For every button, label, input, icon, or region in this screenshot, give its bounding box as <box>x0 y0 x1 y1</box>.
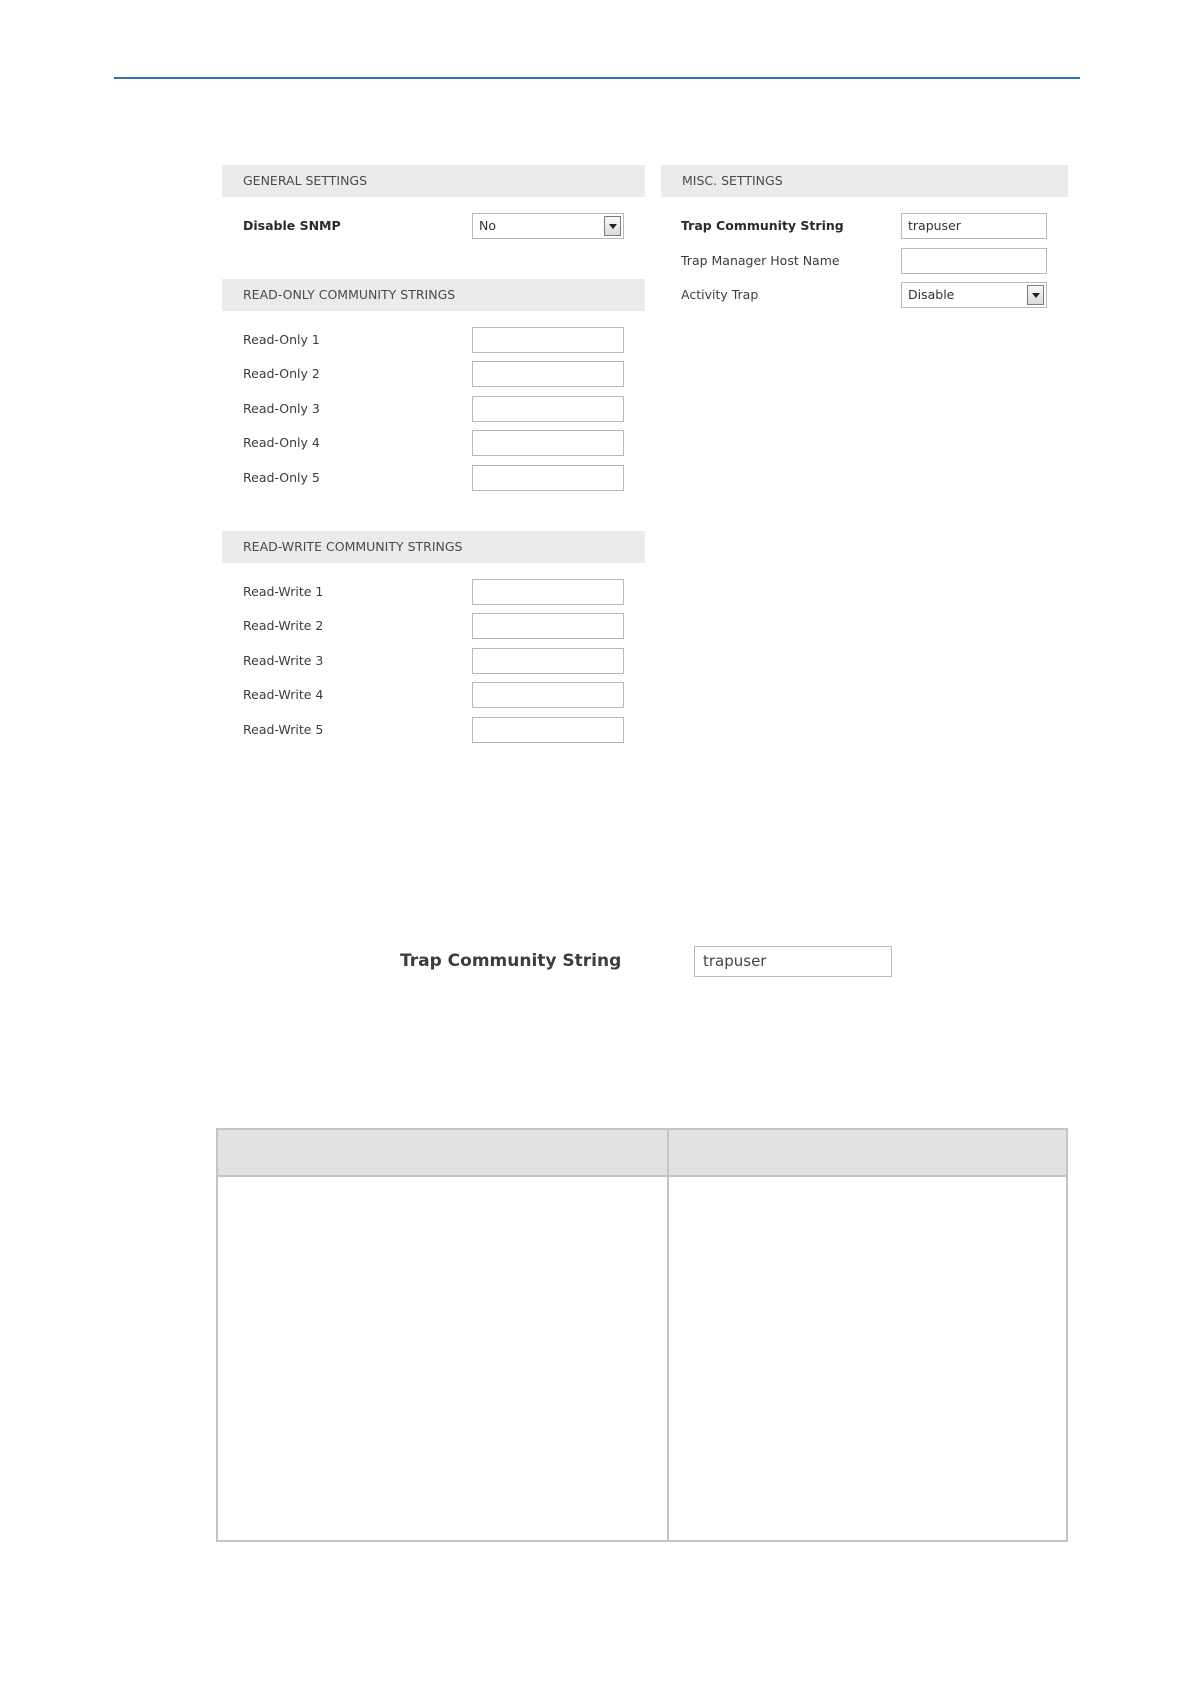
misc-settings-header: MISC. SETTINGS <box>661 165 1068 197</box>
read-only-3-label: Read-Only 3 <box>243 401 320 416</box>
table-header-row <box>218 1130 1066 1177</box>
page-top-rule <box>114 77 1080 79</box>
read-only-5-label: Read-Only 5 <box>243 470 320 485</box>
read-only-1-label: Read-Only 1 <box>243 332 320 347</box>
trap-community-string-input[interactable]: trapuser <box>901 213 1047 239</box>
read-write-1-input[interactable] <box>472 579 624 605</box>
read-write-3-label: Read-Write 3 <box>243 653 324 668</box>
read-write-header: READ-WRITE COMMUNITY STRINGS <box>222 531 645 563</box>
read-only-4-label: Read-Only 4 <box>243 435 320 450</box>
read-write-5-label: Read-Write 5 <box>243 722 324 737</box>
read-write-4-label: Read-Write 4 <box>243 687 324 702</box>
read-only-2-input[interactable] <box>472 361 624 387</box>
read-only-2-label: Read-Only 2 <box>243 366 320 381</box>
zoomed-trap-community-string-input[interactable]: trapuser <box>694 946 892 977</box>
read-write-1-label: Read-Write 1 <box>243 584 324 599</box>
chevron-down-icon[interactable] <box>1027 285 1044 305</box>
read-write-5-input[interactable] <box>472 717 624 743</box>
table-column-divider <box>667 1130 669 1540</box>
read-only-1-input[interactable] <box>472 327 624 353</box>
read-only-3-input[interactable] <box>472 396 624 422</box>
zoomed-trap-community-string-label: Trap Community String <box>400 951 622 971</box>
activity-trap-label: Activity Trap <box>681 287 759 302</box>
disable-snmp-label: Disable SNMP <box>243 218 341 233</box>
disable-snmp-select[interactable] <box>472 213 624 239</box>
read-write-3-input[interactable] <box>472 648 624 674</box>
activity-trap-select[interactable] <box>901 282 1047 308</box>
disable-snmp-selected-value: No <box>479 218 496 233</box>
activity-trap-selected-value: Disable <box>908 287 955 302</box>
read-write-4-input[interactable] <box>472 682 624 708</box>
trap-community-string-label: Trap Community String <box>681 218 844 233</box>
parameter-table <box>216 1128 1068 1542</box>
trap-manager-host-name-input[interactable] <box>901 248 1047 274</box>
read-write-2-input[interactable] <box>472 613 624 639</box>
read-only-header: READ-ONLY COMMUNITY STRINGS <box>222 279 645 311</box>
read-write-2-label: Read-Write 2 <box>243 618 324 633</box>
chevron-down-icon[interactable] <box>604 216 621 236</box>
read-only-4-input[interactable] <box>472 430 624 456</box>
read-only-5-input[interactable] <box>472 465 624 491</box>
general-settings-header: GENERAL SETTINGS <box>222 165 645 197</box>
trap-manager-host-name-label: Trap Manager Host Name <box>681 253 840 268</box>
